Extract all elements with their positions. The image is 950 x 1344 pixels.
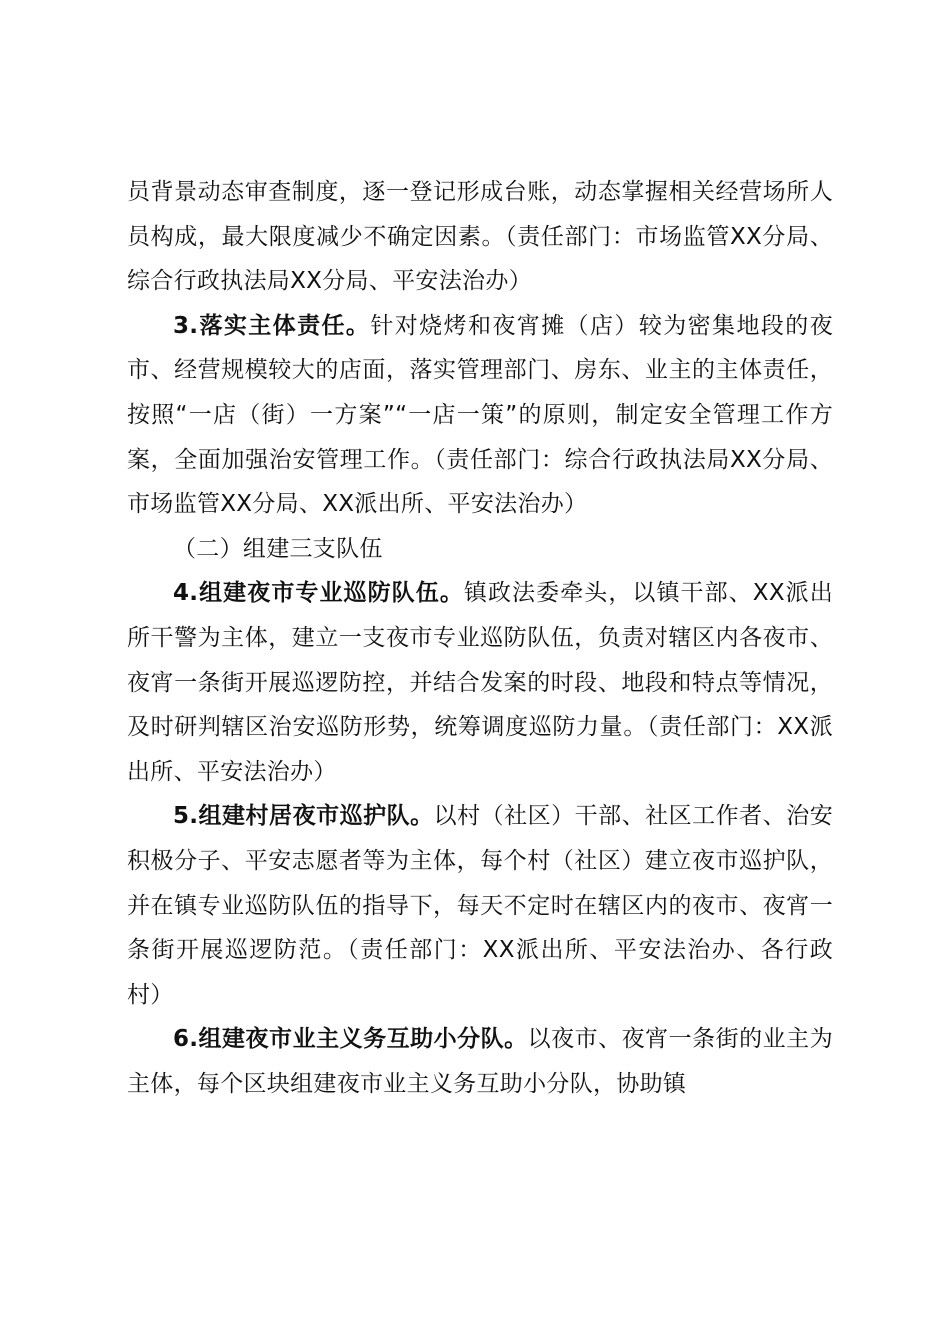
- paragraph-6: [127, 1017, 833, 1106]
- document-body: [127, 170, 833, 1106]
- paragraph-continued: [127, 170, 833, 304]
- paragraph-heading: 5.组建村居夜市巡护队。: [173, 803, 434, 830]
- paragraph-text: 针对烧烤和夜宵摊（店）较为密集地段的夜市、经营规模较大的店面，落实管理部门、房东、业主的主体责任，按照“一店（街）一方案”“一店一策”的原则，制定安全管理工作方案，全面加强治安管理工作。（责任部门：综合行政执法局XX分局、市场监管XX分局、XX派出所、平安法治办）: [127, 312, 833, 518]
- paragraph-4: [127, 571, 833, 794]
- paragraph-text: 镇政法委牵头，以镇干部、XX派出所干警为主体，建立一支夜市专业巡防队伍，负责对辖区内各夜市、夜宵一条街开展巡逻防控，并结合发案的时段、地段和特点等情况，及时研判辖区治安巡防形势，统筹调度巡防力量。（责任部门：XX派出所、平安法治办）: [127, 580, 834, 785]
- paragraph-heading: 4.组建夜市专业巡防队伍。: [173, 580, 464, 607]
- paragraph-5: [127, 794, 833, 1017]
- paragraph-heading: 6.组建夜市业主义务互助小分队。: [173, 1026, 528, 1053]
- paragraph-text: 以村（社区）干部、社区工作者、治安积极分子、平安志愿者等为主体，每个村（社区）建立夜市巡护队，并在镇专业巡防队伍的指导下，每天不定时在辖区内的夜市、夜宵一条街开展巡逻防范。（责任部门：XX派出所、平安法治办、各行政村）: [127, 803, 833, 1008]
- paragraph-heading: 3.落实主体责任。: [173, 312, 371, 339]
- paragraph-text: 以夜市、夜宵一条街的业主为主体，每个区块组建夜市业主义务互助小分队，协助镇: [127, 1026, 833, 1097]
- paragraph-text: 员背景动态审查制度，逐一登记形成台账，动态掌握相关经营场所人员构成，最大限度减少不确定因素。（责任部门：市场监管XX分局、综合行政执法局XX分局、平安法治办）: [127, 179, 833, 295]
- section-heading: （二）组建三支队伍: [173, 535, 383, 562]
- paragraph-3: [127, 304, 833, 527]
